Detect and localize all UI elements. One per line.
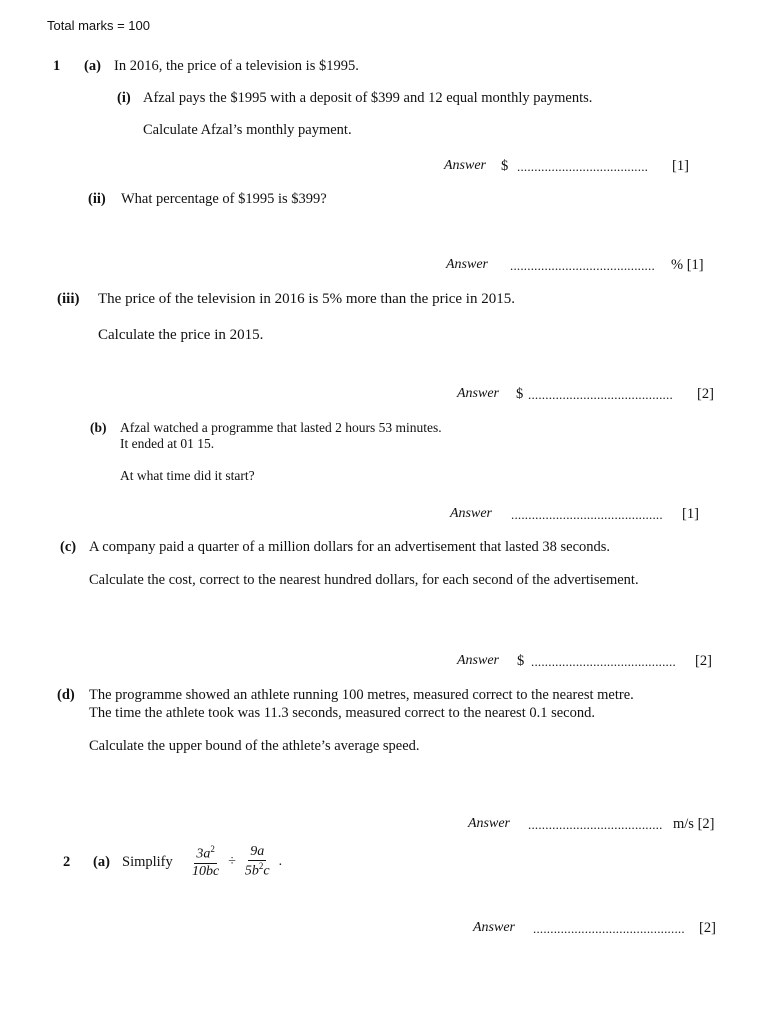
marks: [1] (682, 506, 699, 522)
answer-line[interactable]: ............................................ (533, 921, 685, 936)
part-c-line-2: Calculate the cost, correct to the nearest hundred dollars, for each second of the advertisement. (89, 572, 639, 588)
expression-end: . (278, 853, 283, 869)
answer-line[interactable]: .......................................... (528, 387, 673, 402)
part-a-iii-label: (iii) (57, 291, 80, 307)
answer-label: Answer (473, 920, 515, 935)
answer-currency: $ (517, 653, 525, 669)
part-d-line-1: The programme showed an athlete running 100 metres, measured correct to the nearest metre. (89, 687, 634, 703)
answer-line[interactable]: .......................................... (531, 654, 676, 669)
fraction-1: $\frac{3a^2}{10bc}$ (192, 844, 220, 879)
fraction-expression (190, 844, 282, 880)
divide-operator: ÷ (228, 853, 236, 869)
answer-label: Answer (444, 158, 486, 173)
part-c-line-1: A company paid a quarter of a million dollars for an advertisement that lasted 38 seconds. (89, 539, 611, 555)
part-b-label: (b) (90, 420, 107, 435)
answer-line[interactable]: ....................................... (528, 817, 663, 832)
part-d-line-3: Calculate the upper bound of the athlete’s average speed. (89, 738, 420, 754)
answer-label: Answer (457, 386, 499, 401)
answer-label: Answer (468, 816, 510, 831)
part-d-line-2: The time the athlete took was 11.3 seconds, measured correct to the nearest 0.1 second. (89, 705, 595, 721)
part-a-label: (a) (84, 58, 101, 74)
q2-part-a-text: Simplify (122, 854, 173, 870)
total-marks: Total marks = 100 (47, 18, 150, 33)
part-a-i-label: (i) (117, 90, 131, 106)
part-a-i-instruction: Calculate Afzal’s monthly payment. (143, 122, 352, 138)
marks: [2] (695, 653, 712, 669)
marks: % [1] (671, 257, 704, 273)
answer-currency: $ (501, 158, 509, 174)
part-a-iii-text: The price of the television in 2016 is 5% more than the price in 2015. (98, 291, 515, 307)
answer-currency: $ (516, 386, 524, 402)
part-c-label: (c) (60, 539, 77, 555)
fraction-2: $\frac{9a}{5b^2c}$ (244, 844, 270, 879)
question-2-number: 2 (63, 854, 71, 870)
part-b-line-1: Afzal watched a programme that lasted 2 hours 53 minutes. (120, 420, 442, 435)
marks: [2] (697, 386, 714, 402)
answer-label: Answer (450, 506, 492, 521)
part-b-question: At what time did it start? (120, 468, 255, 483)
answer-line[interactable]: .......................................... (510, 258, 655, 273)
part-a-ii-text: What percentage of $1995 is $399? (121, 191, 327, 207)
answer-line[interactable]: ............................................ (511, 507, 663, 522)
part-a-stem: In 2016, the price of a television is $1995. (114, 58, 359, 74)
answer-line[interactable]: ...................................... (517, 159, 649, 174)
part-a-i-text: Afzal pays the $1995 with a deposit of $399 and 12 equal monthly payments. (143, 90, 593, 106)
part-d-label: (d) (57, 687, 75, 703)
marks: [2] (699, 920, 716, 936)
part-a-ii-label: (ii) (88, 191, 106, 207)
q2-part-a-label: (a) (93, 854, 110, 870)
answer-label: Answer (446, 257, 488, 272)
question-1-number: 1 (53, 58, 61, 74)
marks: [1] (672, 158, 689, 174)
marks: m/s [2] (673, 816, 715, 832)
part-b-line-2: It ended at 01 15. (120, 436, 215, 451)
answer-label: Answer (457, 653, 499, 668)
part-a-iii-instruction: Calculate the price in 2015. (98, 327, 264, 343)
